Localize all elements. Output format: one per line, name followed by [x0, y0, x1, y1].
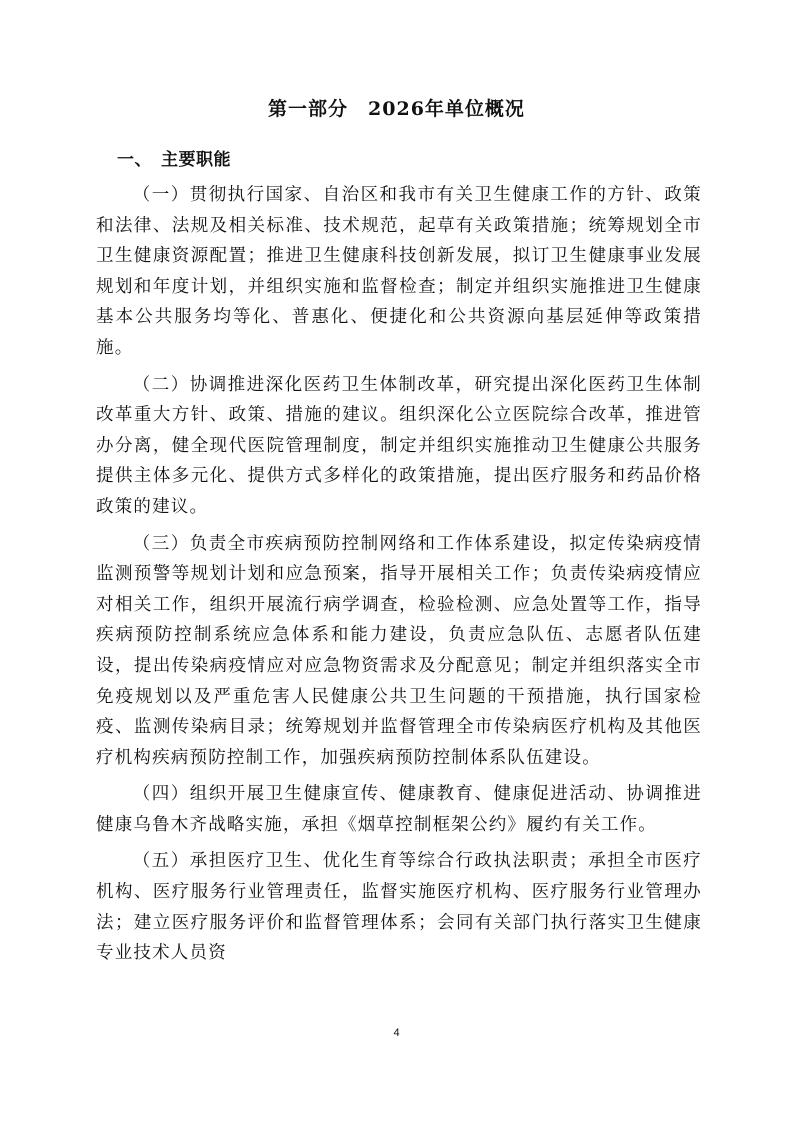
paragraph-3: （三）负责全市疾病预防控制网络和工作体系建设，拟定传染病疫情监测预警等规划计划和应急预案，指导开展相关工作；负责传染病疫情应对相关工作，组织开展流行病学调查，检验检测、应急处置等工作，指导疾病预防控制系统应急体系和能力建设，负责应急队伍、志愿者队伍建设，提出传染病疫情应对应急物资需求及分配意见；制定并组织落实全市免疫规划以及严重危害人民健康公共卫生问题的干预措施，执行国家检疫、监测传染病目录；统筹规划并监督管理全市传染病医疗机构及其他医疗机构疾病预防控制工作，加强疾病预防控制体系队伍建设。 — [96, 533, 702, 768]
document-body — [96, 180, 702, 969]
page-title: 第一部分 2026年单位概况 — [268, 98, 525, 120]
paragraph-4: （四）组织开展卫生健康宣传、健康教育、健康促进活动、协调推进健康乌鲁木齐战略实施，承担《烟草控制框架公约》履约有关工作。 — [96, 784, 702, 835]
paragraph-1: （一）贯彻执行国家、自治区和我市有关卫生健康工作的方针、政策和法律、法规及相关标准、技术规范，起草有关政策措施；统筹规划全市卫生健康资源配置；推进卫生健康科技创新发展，拟订卫生健康事业发展规划和年度计划，并组织实施和监督检查；制定并组织实施推进卫生健康基本公共服务均等化、普惠化、便捷化和公共资源向基层延伸等政策措施。 — [96, 185, 702, 358]
section-heading: 一、 主要职能 — [117, 150, 231, 170]
paragraph-5: （五）承担医疗卫生、优化生育等综合行政执法职责；承担全市医疗机构、医疗服务行业管理责任，监督实施医疗机构、医疗服务行业管理办法；建立医疗服务评价和监督管理体系；会同有关部门执行落实卫生健康专业技术人员资 — [96, 851, 702, 964]
paragraph-2: （二）协调推进深化医药卫生体制改革，研究提出深化医药卫生体制改革重大方针、政策、措施的建议。组织深化公立医院综合改革，推进管办分离，健全现代医院管理制度，制定并组织实施推动卫生健康公共服务提供主体多元化、提供方式多样化的政策措施，提出医疗服务和药品价格政策的建议。 — [96, 374, 702, 517]
page-number: 4 — [393, 1027, 400, 1039]
